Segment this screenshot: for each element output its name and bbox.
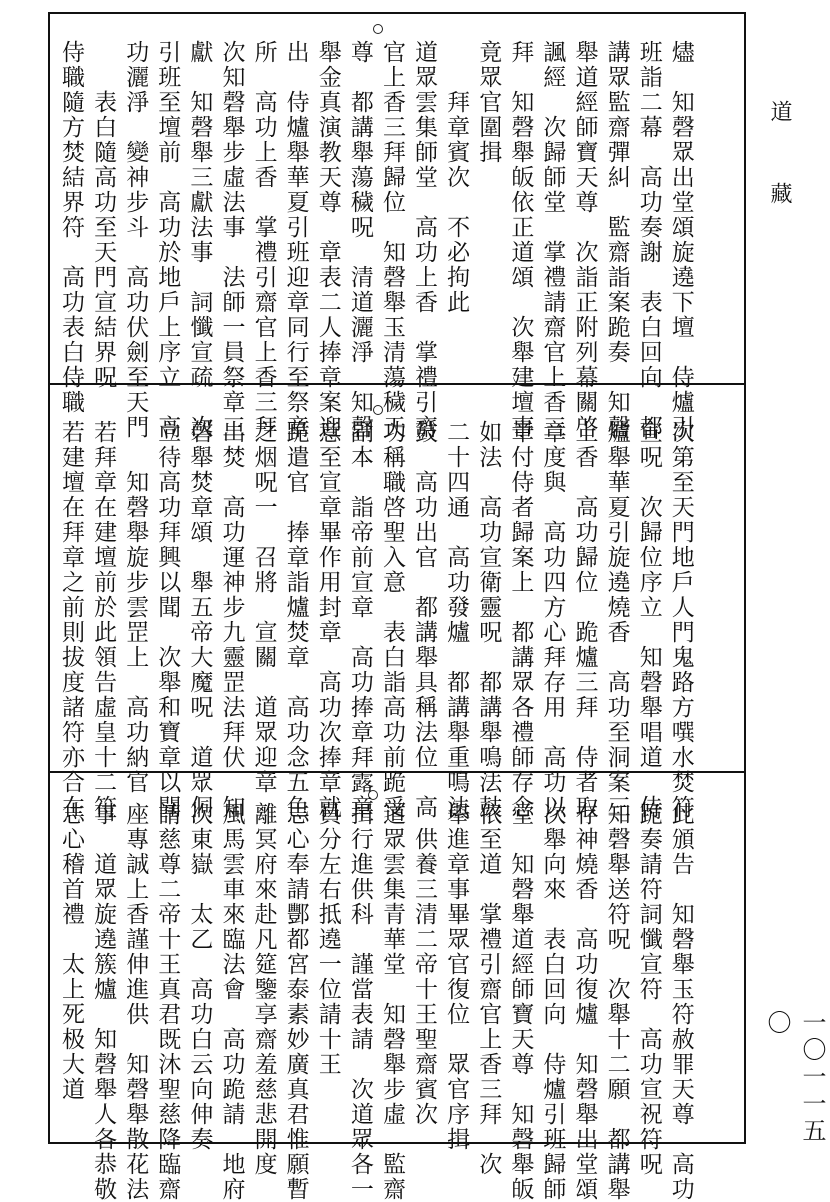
margin-title-top: 道 [767,100,792,122]
text-column: 宣呪 次歸位序立 知磬舉唱道 侍 [635,420,662,820]
text-column: 尊 都講舉蕩穢呪 清道灑淨 知磬 [346,40,373,440]
text-column: 爐舉華夏引旋遶燒香 高功至洞案三 [603,420,630,820]
text-column: 諷經 次歸師堂 掌禮請齋官上香三 [539,40,566,440]
text-column: 表白隨高功至天門宣結界呪 [90,40,117,390]
text-column: 出 侍爐舉華夏引班迎章同行至祭章 [282,40,309,440]
text-column: 此頒告 知磬舉玉符赦罪天尊 高功 [667,802,694,1202]
column-group [56,420,696,820]
text-column: 立待高功拜興以聞 次舉和寶章以聞 [154,420,181,820]
text-column: 跪遣官 捧章詣爐焚章 高功念五色 [282,420,309,820]
text-column: 志心奉請酆都宮泰素妙廣真君惟願暫 [282,802,309,1202]
text-panel-top [56,40,696,440]
text-column: 舉道經師寶天尊 次詣正附列幕關啓 [571,40,598,440]
text-column: 副本 詣帝前宣章 高功捧章拜露章 [346,420,373,820]
text-column: 鼓 高功出官 都講舉具稱法位 高 [411,420,438,820]
margin-title-bottom: 藏 [767,182,792,204]
column-group [56,40,696,440]
text-column: 次知磬舉步虛法事 法師一員祭章三 [218,40,245,440]
text-column: 章付侍者歸案上 都講眾各禮師存念 [507,420,534,820]
text-column: 如法 高功宣衛靈呪 都講舉鳴法鼓 [475,420,502,820]
page-number: 一〇一一五〇 [763,1010,826,1145]
text-column: 班詣二幕 高功奏謝 表白回向 都 [635,40,662,440]
text-column: 道眾雲集師堂 高功上香 掌禮引齋 [411,40,438,440]
text-column: 上香 高功歸位 跪爐三拜 侍者取 [571,420,598,820]
text-column: 章度與 高功四方心拜存用 高功以 [539,420,566,820]
text-column: 功灑淨 變神步斗 高功伏劍至天門 [122,40,149,440]
text-column: 存神燒香 高功復爐 知磬舉出堂頌 [571,802,598,1202]
text-column: 次舉向來 表白回向 侍爐引班歸師 [539,802,566,1202]
text-column: 講眾監齋彈糾 監齋詣案跪奏 知磬 [603,40,630,440]
text-column: 之烟呪一 召將 宣關 道眾迎章 [250,420,277,795]
text-column: 跪奏請符詞懺宣符 高功宣祝符呪 [635,802,662,1177]
text-column: 事 道眾旋遶簇爐 知磬舉人各恭敬 [90,802,117,1202]
text-column: 座專誠上香謹伸進供 知磬舉散花法 [122,802,149,1202]
text-column: 堂 知磬舉道經師寶天尊 知磬舉皈 [507,802,534,1202]
text-column: 知磬舉旋步雲罡上 高功納官 [122,420,149,795]
text-column: 獻 知磬舉三獻法事 詞懺宣疏 次 [186,40,213,440]
text-column: 若拜章在建壇前於此領告虛皇十二符 [90,420,117,820]
text-column: 知磬舉送符呪 次舉十二願 都講舉 [603,802,630,1202]
text-column: 舉進章事畢眾官復位 眾官序揖 [443,802,470,1152]
text-column: 道眾雲集青華堂 知磬舉步虛 監齋 [378,802,405,1202]
text-column: 風馬雲車來臨法會 高功跪請 地府 [218,802,245,1202]
text-column: 官上香三拜歸位 知磬舉玉清蕩穢天 [378,40,405,440]
text-column: 意至宣章畢作用封章 高功次捧章就 [314,420,341,820]
text-column: 次東嶽 太乙 高功白云向伸奏 [186,802,213,1152]
text-column: 請慈尊二帝十王真君既沐聖慈降臨齋 [154,802,181,1202]
text-column: 供養三清二帝十王聖齋賓次 [411,802,438,1127]
text-column: 拜章賓次 不必拘此 [443,40,470,315]
text-panel-bottom [56,802,696,1202]
text-column: 員分左右抵遶一位請十王 [314,802,341,1077]
text-column: 若建壇在拜章之前則拔度諸符亦合在 [58,420,84,820]
text-column: 次第至天門地戶人門鬼路方噀水焚符 [667,420,694,820]
text-column: 離冥府來赴凡筵鑒享齋羞慈悲開度 [250,802,277,1177]
column-group [56,802,696,1202]
text-column: 磬舉焚章頌 舉五帝大魔呪 道眾侗 [186,420,213,820]
text-column: 所 高功上香 掌禮引齋官上香三拜 [250,40,277,440]
text-column: 志心稽首禮 太上死极大道 [58,802,84,1102]
text-column: 引班至壇前 高功於地戶上序立 高 [154,40,181,440]
text-column: 竟眾官圍揖 [475,40,502,165]
punch-circle-1 [373,24,383,34]
text-column: 燼 知磬眾出堂頌旋遶下壇 侍爐引 [667,40,694,440]
text-column: 出焚 高功運神步九靈罡法拜伏 知 [218,420,245,820]
text-column: 二十四通 高功發爐 都講舉重鳴法 [443,420,470,820]
text-column: 揖行進供科 謹當表請 次道眾各一 [346,802,373,1202]
text-column: 依至道 掌禮引齋官上香三拜 次 [475,802,502,1177]
text-panel-middle [56,420,696,820]
text-column: 侍職隨方焚結界符 高功表白侍職 [58,40,84,415]
text-column: 功稱職啓聖入意 表白詣高功前跪受 [378,420,405,820]
text-column: 拜 知磬舉皈依正道頌 次舉建壇事 [507,40,534,440]
text-column: 舉金真演教天尊 章表二人捧章案迎 [314,40,341,440]
